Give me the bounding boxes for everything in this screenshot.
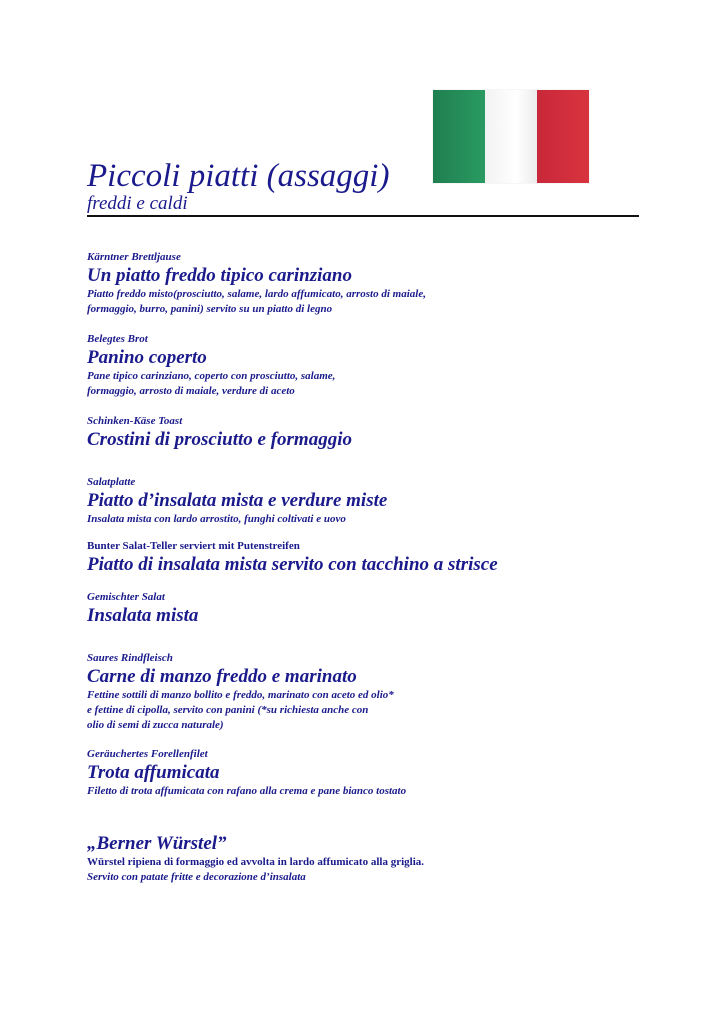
german-name: Salatplatte — [87, 476, 136, 488]
german-name: Gemischter Salat — [87, 591, 165, 603]
menu-item-saures-rindfleisch — [87, 651, 647, 733]
menu-item-belegtes-brot — [87, 332, 647, 399]
item-description-line: Servito con patate fritte e decorazione d’insalata — [87, 871, 306, 883]
menu-list — [87, 250, 647, 885]
item-description-line: Pane tipico carinziano, coperto con prosciutto, salame, — [87, 370, 336, 382]
title-divider — [87, 215, 639, 217]
page-subtitle: freddi e caldi — [87, 193, 188, 214]
italian-name: Carne di manzo freddo e marinato — [87, 666, 357, 687]
menu-item-forellenfilet — [87, 747, 647, 799]
italian-name: Trota affumicata — [87, 762, 220, 783]
menu-item-brettljause — [87, 250, 647, 317]
german-name: Schinken-Käse Toast — [87, 415, 183, 427]
item-description-line: olio di semi di zucca naturale) — [87, 719, 224, 731]
menu-item-toast — [87, 414, 647, 451]
italian-name: Un piatto freddo tipico carinziano — [87, 265, 352, 286]
item-description-line: formaggio, arrosto di maiale, verdure di aceto — [87, 385, 295, 397]
italian-name: Insalata mista — [87, 605, 199, 626]
page-title: Piccoli piatti (assaggi) — [87, 158, 390, 194]
german-name: Kärntner Brettljause — [87, 251, 181, 263]
menu-item-salat-teller — [87, 539, 647, 576]
italian-name: „Berner Würstel” — [87, 833, 227, 854]
italian-name: Piatto d’insalata mista e verdure miste — [87, 490, 388, 511]
item-description-line: formaggio, burro, panini) servito su un piatto di legno — [87, 303, 333, 315]
italian-flag — [433, 90, 589, 183]
item-description-line: Piatto freddo misto(prosciutto, salame, lardo affumicato, arrosto di maiale, — [87, 288, 426, 300]
flag-green-stripe — [433, 90, 485, 183]
menu-item-gemischter-salat — [87, 590, 647, 627]
flag-white-stripe — [485, 90, 537, 183]
german-name: Belegtes Brot — [87, 333, 148, 345]
item-description-line: e fettine di cipolla, servito con panini (*su richiesta anche con — [87, 704, 369, 716]
menu-item-salatplatte — [87, 475, 647, 527]
item-description-line: Filetto di trota affumicata con rafano alla crema e pane bianco tostato — [87, 785, 407, 797]
item-description-line: Fettine sottili di manzo bollito e freddo, marinato con aceto ed olio* — [87, 689, 394, 701]
item-description-line: Insalata mista con lardo arrostito, funghi coltivati e uovo — [87, 513, 346, 525]
german-name: Geräuchertes Forellenfilet — [87, 748, 208, 760]
flag-red-stripe — [537, 90, 589, 183]
german-name: Saures Rindfleisch — [87, 652, 173, 664]
item-description-line: Würstel ripiena di formaggio ed avvolta in lardo affumicato alla griglia. — [87, 856, 425, 868]
italian-name: Piatto di insalata mista servito con tacchino a strisce — [87, 554, 498, 575]
italian-name: Crostini di prosciutto e formaggio — [87, 429, 352, 450]
german-name: Bunter Salat-Teller serviert mit Putenstreifen — [87, 540, 300, 552]
italian-name: Panino coperto — [87, 347, 207, 368]
menu-item-berner-wuerstel — [87, 833, 647, 885]
